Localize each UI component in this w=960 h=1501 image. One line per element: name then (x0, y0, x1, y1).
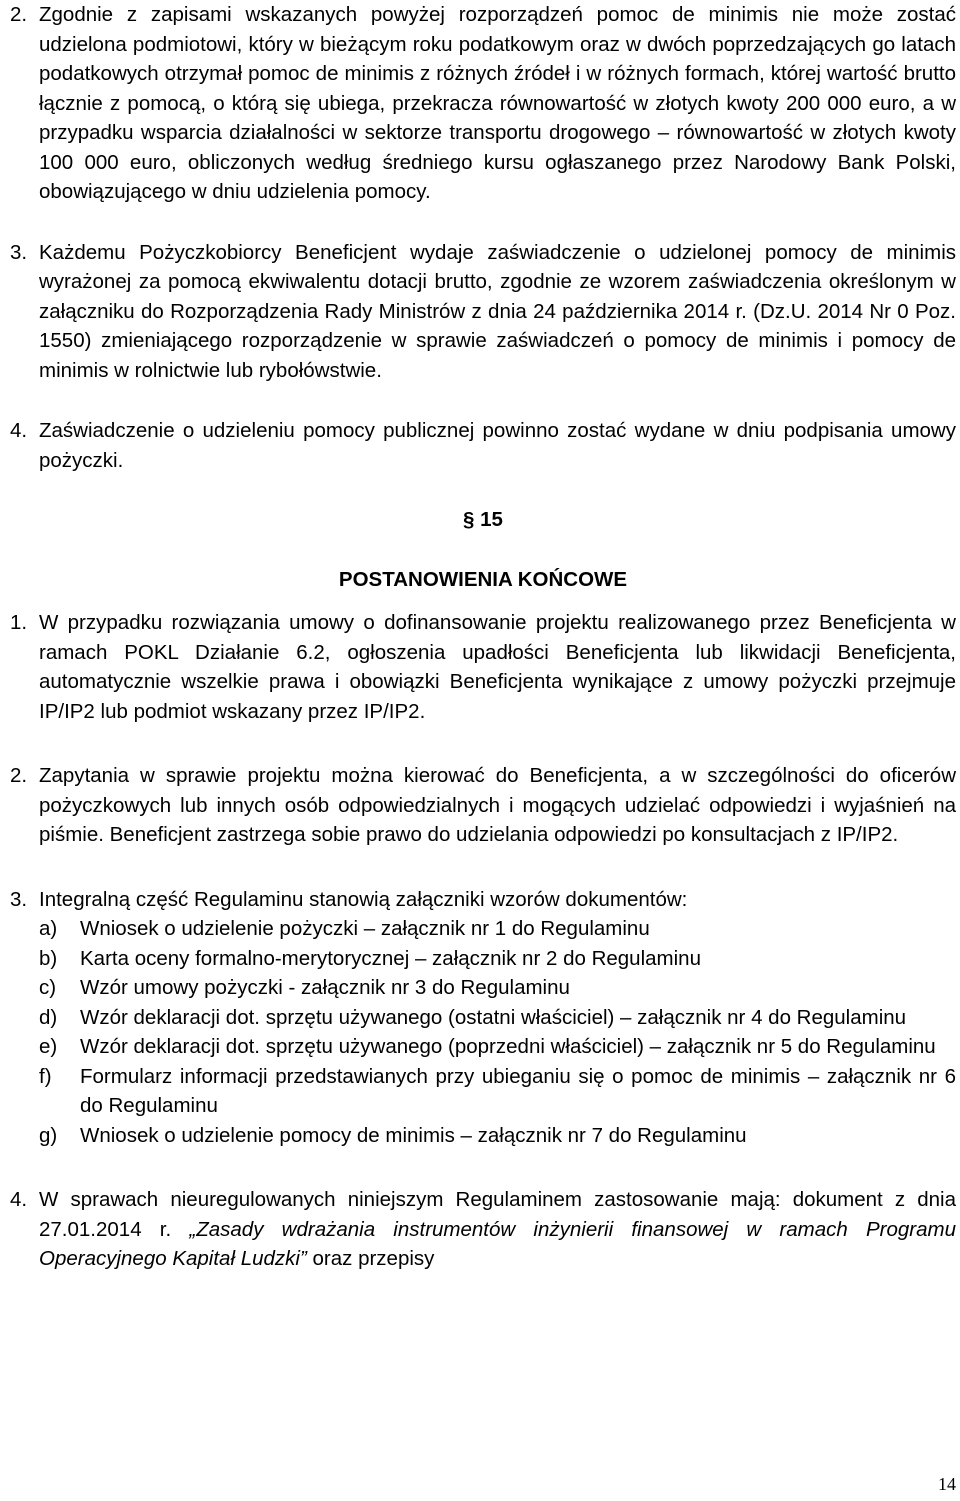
paragraph-number: 1. (10, 611, 28, 634)
document-page (10, 0, 956, 1274)
paragraph-number: 2. (10, 764, 28, 787)
paragraph-number: 3. (10, 887, 28, 911)
paragraph-text: Integralną część Regulaminu stanowią załączniki wzorów dokumentów: (39, 887, 688, 911)
list-label: a) (39, 917, 58, 940)
final-provision-3 (10, 885, 956, 1151)
text-regular: W sprawach nieuregulowanych niniejszym Regulaminem zastosowanie mają: dokument z dnia 27.01.2014 r. (39, 1188, 956, 1241)
paragraph-2 (10, 0, 956, 207)
list-text: Karta oceny formalno-merytorycznej – załącznik nr 2 do Regulaminu (80, 946, 701, 970)
list-text: Wzór deklaracji dot. sprzętu używanego (ostatni właściciel) – załącznik nr 4 do Regulaminu (80, 1005, 907, 1029)
paragraph-text: Każdemu Pożyczkobiorcy Beneficjent wydaje zaświadczenie o udzielonej pomocy de minimis wyrażonej za pomocą ekwiwalentu dotacji brutto, zgodnie ze wzorem zaświadczenia określonym w załączniku do Rozporządzenia Rady Ministrów z dnia 24 października 2014 r. (Dz.U. 2014 Nr 0 Poz. 1550) zmieniającego rozporządzenie w sprawie zaświadczeń o pomocy de minimis i pomocy de minimis w rolnictwie lub rybołówstwie. (39, 240, 956, 382)
list-item (39, 1003, 956, 1033)
list-item (39, 1121, 956, 1151)
final-provision-2 (10, 761, 956, 850)
page-number: 14 (938, 1473, 956, 1494)
final-provision-4 (10, 1185, 956, 1274)
paragraph-text: Zaświadczenie o udzieleniu pomocy publicznej powinno zostać wydane w dniu podpisania umowy pożyczki. (39, 419, 956, 472)
list-label: g) (39, 1123, 58, 1147)
list-item (39, 944, 956, 974)
list-text: Wniosek o udzielenie pomocy de minimis – załącznik nr 7 do Regulaminu (80, 1123, 747, 1147)
list-text: Formularz informacji przedstawianych przy ubieganiu się o pomoc de minimis – załącznik nr 6 do Regulaminu (80, 1064, 956, 1117)
paragraph-number: 2. (10, 3, 28, 26)
list-label: d) (39, 1005, 58, 1029)
paragraph-text: Zapytania w sprawie projektu można kierować do Beneficjenta, a w szczególności do oficerów pożyczkowych lub innych osób odpowiedzialnych i mogących udzielać odpowiedzi i wyjaśnień na piśmie. Beneficjent zastrzega sobie prawo do udzielania odpowiedzi po konsultacjach z IP/IP2. (39, 764, 956, 846)
list-label: c) (39, 976, 57, 999)
list-label: e) (39, 1035, 58, 1058)
section-number: § 15 (463, 508, 503, 531)
paragraph-4 (10, 416, 956, 475)
list-item (39, 1062, 956, 1121)
paragraph-text: Zgodnie z zapisami wskazanych powyżej rozporządzeń pomoc de minimis nie może zostać udzielona podmiotowi, który w bieżącym roku podatkowym oraz w dwóch poprzedzających go latach podatkowych otrzymał pomoc de minimis z różnych źródeł i w różnych formach, której wartość brutto łącznie z pomocą, o którą się ubiega, przekracza równowartość w złotych kwoty 200 000 euro, a w przypadku wsparcia działalności w sektorze transportu drogowego – równowartość w złotych kwoty 100 000 euro, obliczonych według średniego kursu ogłaszanego przez Narodowy Bank Polski, obowiązującego w dniu udzielenia pomocy. (39, 3, 956, 203)
paragraph-number: 4. (10, 1188, 28, 1211)
final-provision-1 (10, 608, 956, 726)
list-label: f) (39, 1064, 52, 1088)
paragraph-3 (10, 238, 956, 386)
list-text: Wniosek o udzielenie pożyczki – załącznik nr 1 do Regulaminu (80, 917, 650, 940)
list-text: Wzór deklaracji dot. sprzętu używanego (poprzedni właściciel) – załącznik nr 5 do Regulaminu (80, 1035, 936, 1058)
text-regular: oraz przepisy (306, 1247, 435, 1270)
paragraph-text (39, 1185, 956, 1274)
list-label: b) (39, 946, 58, 970)
section-title: POSTANOWIENIA KOŃCOWE (338, 567, 628, 591)
document-title-italic: „Zasady wdrażania instrumentów inżynierii finansowej w ramach Programu Operacyjnego Kapitał Ludzki” (39, 1217, 956, 1270)
list-text: Wzór umowy pożyczki - załącznik nr 3 do Regulaminu (80, 976, 570, 999)
paragraph-number: 3. (10, 240, 28, 264)
list-item (39, 1032, 956, 1062)
paragraph-text: W przypadku rozwiązania umowy o dofinansowanie projektu realizowanego przez Beneficjenta w ramach POKL Działanie 6.2, ogłoszenia upadłości Beneficjenta lub likwidacji Beneficjenta, automatycznie wszelkie prawa i obowiązki Beneficjenta wynikające z umowy pożyczki przejmuje IP/IP2 lub podmiot wskazany przez IP/IP2. (39, 611, 956, 723)
list-item (39, 973, 956, 1003)
paragraph-number: 4. (10, 419, 28, 442)
list-item (39, 914, 956, 944)
